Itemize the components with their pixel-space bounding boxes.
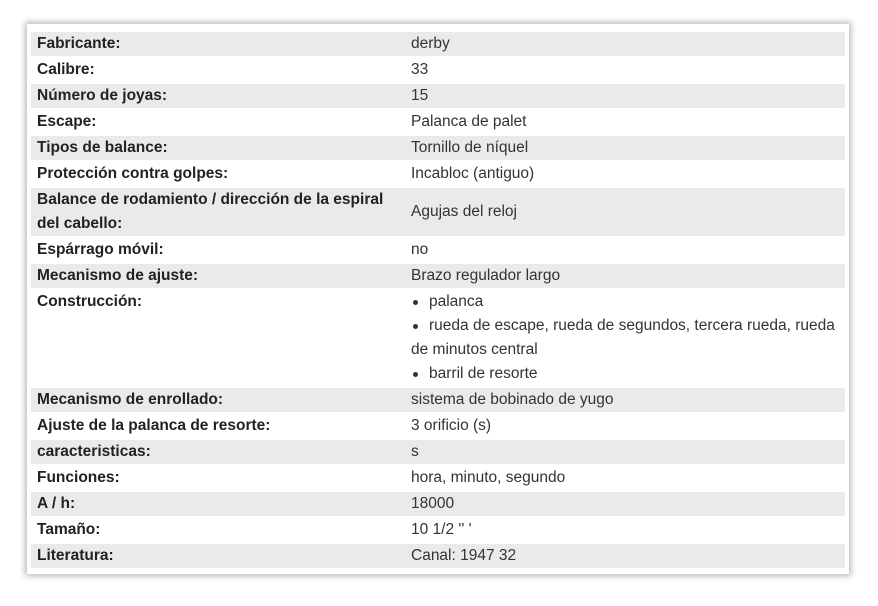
row-value: no: [399, 238, 845, 262]
row-label: A / h:: [31, 492, 399, 516]
bullet-icon: [413, 300, 418, 305]
row-label: Fabricante:: [31, 32, 399, 56]
row-value: 15: [399, 84, 845, 108]
row-value: Agujas del reloj: [399, 188, 845, 236]
row-label: Construcción:: [31, 290, 399, 386]
row-label: Espárrago móvil:: [31, 238, 399, 262]
row-value: hora, minuto, segundo: [399, 466, 845, 490]
row-label: Calibre:: [31, 58, 399, 82]
row-label: Tipos de balance:: [31, 136, 399, 160]
list-item-text: rueda de escape, rueda de segundos, tercera rueda, rueda de minutos central: [411, 317, 835, 358]
row-value: Tornillo de níquel: [399, 136, 845, 160]
table-row: [31, 466, 845, 490]
list-item: [411, 290, 839, 314]
table-row: [31, 518, 845, 542]
row-value: Canal: 1947 32: [399, 544, 845, 568]
row-label: Tamaño:: [31, 518, 399, 542]
table-row: [31, 290, 845, 386]
row-value: s: [399, 440, 845, 464]
row-label: Literatura:: [31, 544, 399, 568]
row-label: Número de joyas:: [31, 84, 399, 108]
specs-card: [27, 24, 849, 574]
row-label: Escape:: [31, 110, 399, 134]
row-value: 33: [399, 58, 845, 82]
row-label: Funciones:: [31, 466, 399, 490]
table-row: [31, 110, 845, 134]
table-row: [31, 84, 845, 108]
row-value: derby: [399, 32, 845, 56]
table-row: [31, 136, 845, 160]
row-label: caracteristicas:: [31, 440, 399, 464]
bullet-icon: [413, 324, 418, 329]
table-row: [31, 162, 845, 186]
list-item: [411, 314, 839, 362]
table-row: [31, 544, 845, 568]
list-item: [411, 362, 839, 386]
row-label: Mecanismo de ajuste:: [31, 264, 399, 288]
row-value: Brazo regulador largo: [399, 264, 845, 288]
table-row: [31, 414, 845, 438]
row-label: Protección contra golpes:: [31, 162, 399, 186]
table-row: [31, 492, 845, 516]
row-value: Palanca de palet: [399, 110, 845, 134]
list-item-text: palanca: [429, 293, 484, 310]
row-label: Mecanismo de enrollado:: [31, 388, 399, 412]
table-row: [31, 440, 845, 464]
table-row: [31, 188, 845, 236]
row-value: sistema de bobinado de yugo: [399, 388, 845, 412]
specs-table: [31, 30, 845, 570]
row-value: 3 orificio (s): [399, 414, 845, 438]
table-row: [31, 32, 845, 56]
bullet-icon: [413, 372, 418, 377]
row-value: 10 1/2 '' ': [399, 518, 845, 542]
construction-list: [411, 290, 839, 386]
row-label: Ajuste de la palanca de resorte:: [31, 414, 399, 438]
table-row: [31, 238, 845, 262]
table-row: [31, 264, 845, 288]
table-row: [31, 388, 845, 412]
row-label: Balance de rodamiento / dirección de la espiral del cabello:: [31, 188, 399, 236]
row-value-list: [399, 290, 845, 386]
row-value: 18000: [399, 492, 845, 516]
list-item-text: barril de resorte: [429, 365, 538, 382]
table-row: [31, 58, 845, 82]
row-value: Incabloc (antiguo): [399, 162, 845, 186]
